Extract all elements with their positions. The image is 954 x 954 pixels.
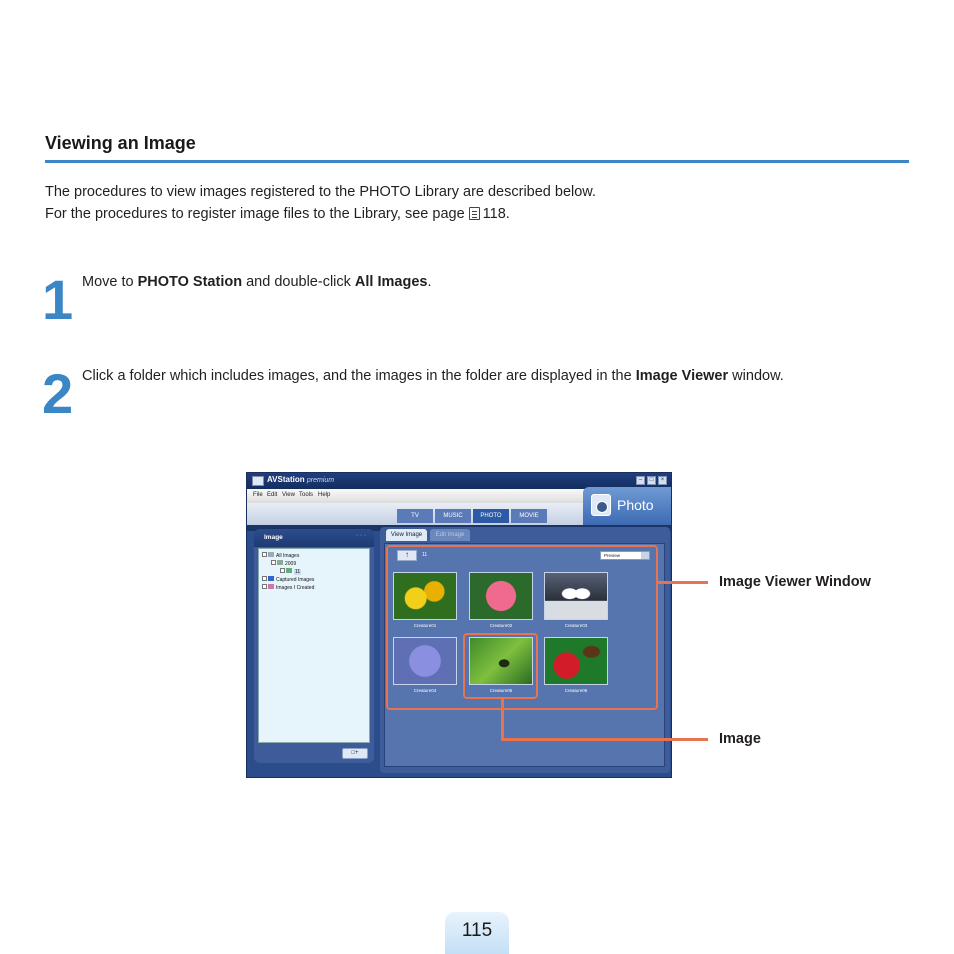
intro-line-2 [45,206,510,222]
menu-view[interactable]: View [282,492,295,498]
collapse-toggle-icon [280,568,285,573]
title-divider [45,160,909,163]
page-reference-icon [469,207,480,220]
callout-image-viewer-window: Image Viewer Window [719,574,871,590]
add-folder-button[interactable]: □+ [342,748,368,759]
viewer-callout-line [658,581,708,584]
expand-toggle-icon [262,576,267,581]
section-title: Viewing an Image [45,133,196,153]
window-controls [636,476,667,485]
app-title: AVStation premium [267,475,335,484]
tree-item-2009[interactable]: 2009 [271,560,296,567]
tree-item-11[interactable]: 11 [280,568,301,575]
thumbnail-caption: Creature03 [564,623,588,628]
maximize-button[interactable]: □ [647,476,656,485]
up-folder-button[interactable]: ↑ [397,550,417,561]
app-logo-icon [252,476,264,486]
page-number: 115 [461,920,493,941]
thumbnail-caption: Creature02 [489,623,513,628]
photo-badge-label: Photo [617,497,654,513]
tree-item-captured-images[interactable]: Captured Images [262,576,314,583]
expand-toggle-icon [262,584,267,589]
calendar-icon [286,568,292,573]
tab-movie[interactable]: MOVIE [511,509,547,523]
thumbnail-caption: Creature04 [413,688,437,693]
thumbnail-caption: Creature05 [489,688,513,693]
tree-item-images-i-created[interactable]: Images I Created [262,584,314,591]
mode-tabs [397,509,549,523]
camera-icon [591,494,611,516]
step-1-text: Move to PHOTO Station and double-click All Images. [82,274,432,290]
step-2-text: Click a folder which includes images, and the images in the folder are displayed in the Image Viewer window. [82,368,784,384]
folder-icon [268,576,274,581]
minimize-button[interactable]: – [636,476,645,485]
folder-icon [268,584,274,589]
image-highlight [463,633,538,699]
library-panel-title: Image [264,534,283,541]
folder-name: 11 [422,552,428,558]
page-number-tab [445,912,509,954]
menu-tools[interactable]: Tools [299,492,314,498]
tab-music[interactable]: MUSIC [435,509,471,523]
intro-line-1: The procedures to view images registered to the PHOTO Library are described below. [45,184,596,200]
tab-view-image[interactable]: View Image [386,529,427,541]
step-1-number: 1 [42,268,72,331]
panel-options-icon[interactable]: ◦ ◦ ◦ [356,533,366,539]
collapse-toggle-icon [271,560,276,565]
intro-line-2-text: For the procedures to register image files to the Library, see page [45,206,465,222]
tab-photo[interactable]: PHOTO [473,509,509,523]
menu-file[interactable]: File [253,492,263,498]
intro-page-ref[interactable]: 118. [482,206,510,222]
callout-image: Image [719,731,761,747]
tab-tv[interactable]: TV [397,509,433,523]
calendar-icon [277,560,283,565]
thumbnail-caption: Creature06 [564,688,588,693]
folder-icon [268,552,274,557]
tab-edit-image[interactable]: Edit Image [430,529,470,541]
view-mode-select[interactable]: Preview [600,551,650,560]
menu-help[interactable]: Help [318,492,331,498]
step-2-number: 2 [42,362,72,425]
folder-tree [258,548,370,743]
close-button[interactable]: × [658,476,667,485]
image-library-panel [254,529,374,763]
image-callout-line-vertical [501,699,504,740]
menu-edit[interactable]: Edit [267,492,278,498]
library-panel-header [254,529,374,547]
thumbnail-caption: Creature01 [413,623,437,628]
image-callout-line-horizontal [501,738,708,741]
collapse-toggle-icon [262,552,267,557]
tree-item-all-images[interactable]: All Images [262,552,299,559]
photo-station-badge [583,487,671,525]
